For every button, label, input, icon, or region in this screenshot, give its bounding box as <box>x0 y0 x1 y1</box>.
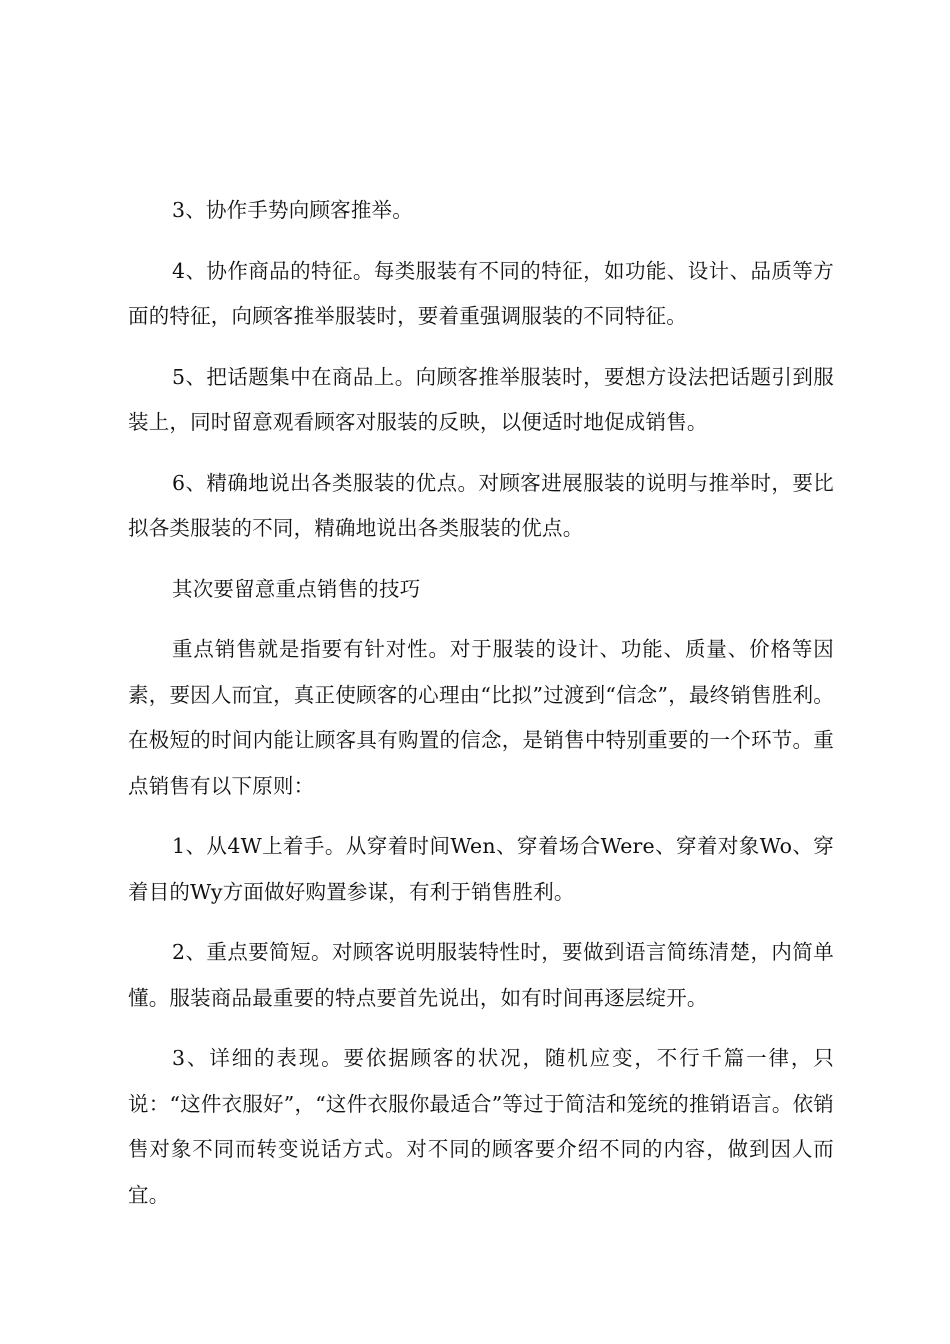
paragraph-focus-topic: 5、把话题集中在商品上。向顾客推举服装时，要想方设法把话题引到服装上，同时留意观看顾客对服装的反映，以便适时地促成销售。 <box>128 364 834 434</box>
section-heading-key-selling: 其次要留意重点销售的技巧 <box>172 576 421 601</box>
paragraph-accurate-advantages: 6、精确地说出各类服装的优点。对顾客进展服装的说明与推举时，要比拟各类服装的不同，精确地说出各类服装的优点。 <box>128 470 834 540</box>
paragraph-key-selling-intro: 重点销售就是指要有针对性。对于服装的设计、功能、质量、价格等因素，要因人而宜，真正使顾客的心理由“比拟”过渡到“信念”，最终销售胜利。在极短的时间内能让顾客具有购置的信念，是销售中特别重要的一个环节。重点销售有以下原则： <box>128 637 834 798</box>
paragraph-product-features: 4、协作商品的特征。每类服装有不同的特征，如功能、设计、品质等方面的特征，向顾客推举服装时，要着重强调服装的不同特征。 <box>128 258 834 328</box>
document-body <box>128 188 834 1233</box>
paragraph-gesture-recommend: 3、协作手势向顾客推举。 <box>172 198 413 222</box>
paragraph-detailed-performance: 3、详细的表现。要依据顾客的状况，随机应变，不行千篇一律，只说：“这件衣服好”，“这件衣服你最适合”等过于简洁和笼统的推销语言。依销售对象不同而转变说话方式。对不同的顾客要介绍不同的内容，做到因人而宜。 <box>128 1046 834 1207</box>
paragraph-4w-principle: 1、从4W上着手。从穿着时间Wen、穿着场合Were、穿着对象Wo、穿着目的Wy方面做好购置参谋，有利于销售胜利。 <box>128 834 834 904</box>
paragraph-brief-principle: 2、重点要简短。对顾客说明服装特性时，要做到语言简练清楚，内简单懂。服装商品最重要的特点要首先说出，如有时间再逐层绽开。 <box>128 940 834 1010</box>
